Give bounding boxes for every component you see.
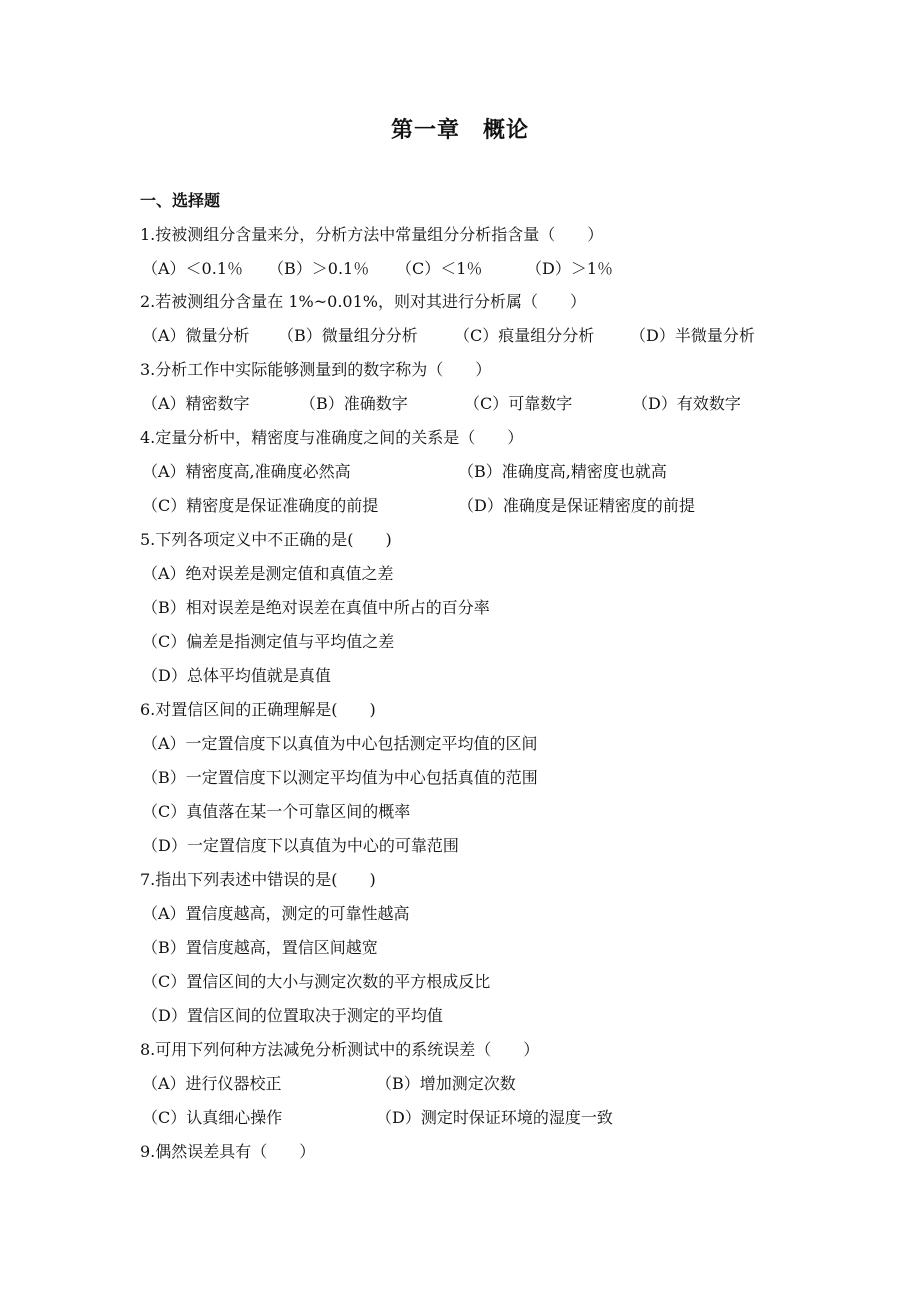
- question-8-option-c: （C）认真细心操作: [142, 1108, 283, 1127]
- question-9: 9.偶然误差具有（ ）: [140, 1142, 316, 1161]
- question-6-option-d: （D）一定置信度下以真值为中心的可靠范围: [142, 836, 459, 855]
- question-5-option-a: （A）绝对误差是测定值和真值之差: [142, 564, 394, 583]
- question-4: 4.定量分析中，精密度与准确度之间的关系是（ ）: [140, 428, 524, 447]
- question-3-option-b: （B）准确数字: [300, 394, 408, 413]
- question-1: 1.按被测组分含量来分，分析方法中常量组分分析指含量（ ）: [140, 225, 604, 244]
- section-heading: 一、选择题: [140, 191, 221, 210]
- question-5-option-d: （D）总体平均值就是真值: [142, 666, 331, 685]
- question-7-option-b: （B）置信度越高，置信区间越宽: [142, 938, 378, 957]
- question-1-option-a: （A）＜0.1％: [142, 259, 244, 278]
- question-7-option-d: （D）置信区间的位置取决于测定的平均值: [142, 1006, 443, 1025]
- question-8: 8.可用下列何种方法减免分析测试中的系统误差（ ）: [140, 1040, 540, 1059]
- question-3: 3.分析工作中实际能够测量到的数字称为（ ）: [140, 360, 492, 379]
- question-1-option-b: （B）＞0.1％: [268, 259, 370, 278]
- question-5-option-b: （B）相对误差是绝对误差在真值中所占的百分率: [142, 598, 490, 617]
- question-8-option-b: （B）增加测定次数: [376, 1074, 516, 1093]
- question-2-option-b: （B）微量组分分析: [278, 326, 418, 345]
- question-2-option-c: （C）痕量组分分析: [454, 326, 595, 345]
- question-4-option-b: （B）准确度高,精密度也就高: [458, 462, 667, 481]
- question-3-option-c: （C）可靠数字: [464, 394, 573, 413]
- question-3-option-d: （D）有效数字: [632, 394, 741, 413]
- chapter-title: 第一章 概论: [390, 118, 529, 143]
- question-7-option-c: （C）置信区间的大小与测定次数的平方根成反比: [142, 972, 491, 991]
- question-6-option-a: （A）一定置信度下以真值为中心包括测定平均值的区间: [142, 734, 538, 753]
- question-8-option-a: （A）进行仪器校正: [142, 1074, 282, 1093]
- question-6: 6.对置信区间的正确理解是( ): [140, 700, 376, 719]
- question-7: 7.指出下列表述中错误的是( ): [140, 870, 376, 889]
- question-1-option-d: （D）＞1％: [526, 259, 614, 278]
- question-2-option-d: （D）半微量分析: [630, 326, 755, 345]
- question-6-option-c: （C）真值落在某一个可靠区间的概率: [142, 802, 411, 821]
- question-5: 5.下列各项定义中不正确的是( ): [140, 530, 392, 549]
- question-5-option-c: （C）偏差是指测定值与平均值之差: [142, 632, 395, 651]
- question-4-option-a: （A）精密度高,准确度必然高: [142, 462, 351, 481]
- question-7-option-a: （A）置信度越高，测定的可靠性越高: [142, 904, 410, 923]
- question-2-option-a: （A）微量分析: [142, 326, 250, 345]
- question-6-option-b: （B）一定置信度下以测定平均值为中心包括真值的范围: [142, 768, 538, 787]
- question-3-option-a: （A）精密数字: [142, 394, 250, 413]
- question-2: 2.若被测组分含量在 1%~0.01%，则对其进行分析属（ ）: [140, 292, 586, 311]
- question-8-option-d: （D）测定时保证环境的湿度一致: [376, 1108, 613, 1127]
- question-4-option-c: （C）精密度是保证准确度的前提: [142, 496, 379, 515]
- question-1-option-c: （C）＜1％: [396, 259, 483, 278]
- question-4-option-d: （D）准确度是保证精密度的前提: [458, 496, 695, 515]
